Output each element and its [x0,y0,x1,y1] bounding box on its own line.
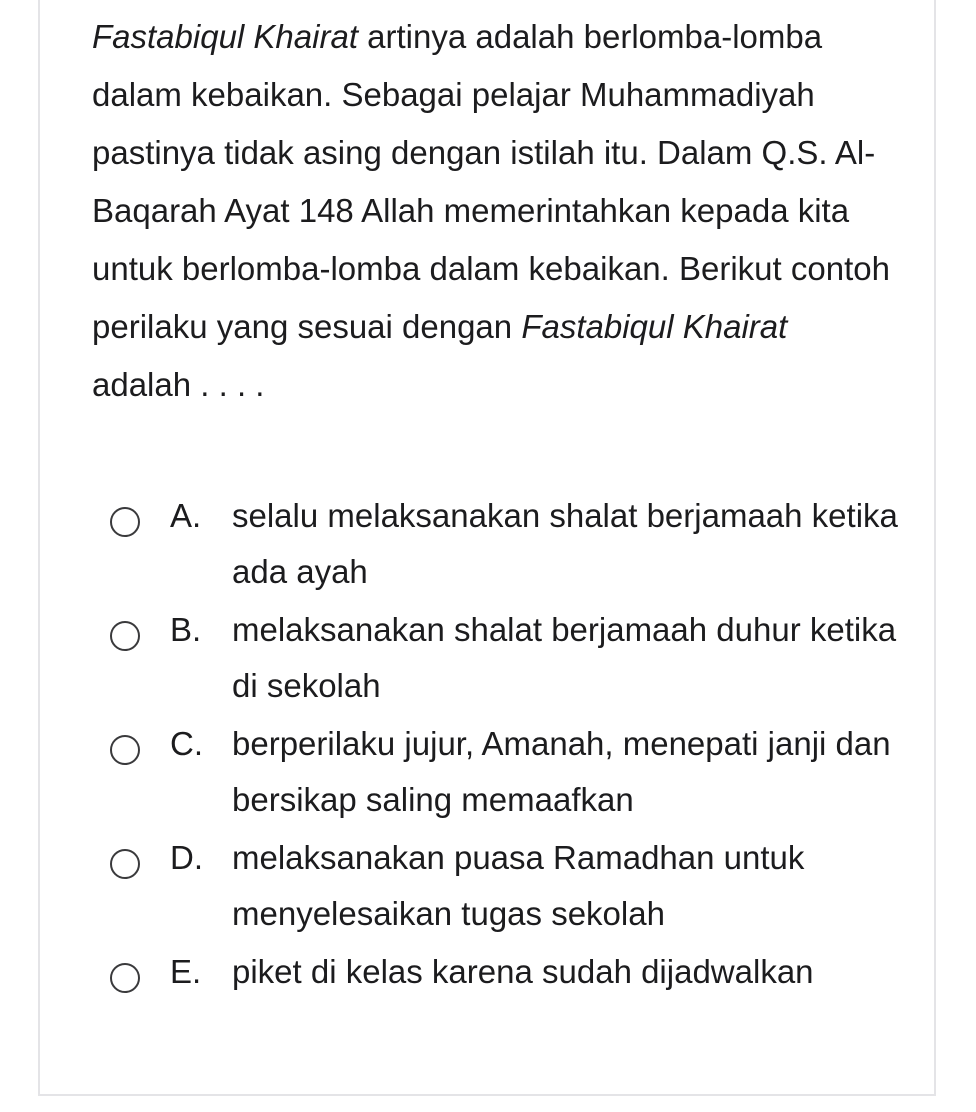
option-letter: D. [170,839,203,876]
option-b[interactable] [110,602,910,716]
radio-button-a[interactable] [110,507,140,537]
radio-button-d[interactable] [110,849,140,879]
question-part-1: artinya adalah berlomba-lomba dalam kebaikan. Sebagai pelajar Muhammadiyah pastinya tidak asing dengan istilah itu. Dalam Q.S. Al-Baqarah Ayat 148 Allah memerintahkan kepada kita untuk berlomba-lomba dalam kebaikan. Berikut contoh perilaku yang sesuai dengan [92,18,890,345]
option-letter: B. [170,611,202,648]
radio-button-c[interactable] [110,735,140,765]
option-c[interactable] [110,716,910,830]
option-e[interactable] [110,944,910,1058]
question-text [92,8,892,414]
option-text: melaksanakan puasa Ramadhan untuk menyelesaikan tugas sekolah [232,839,805,932]
question-part-2: adalah . . . . [92,366,265,403]
option-text: piket di kelas karena sudah dijadwalkan [232,953,814,990]
option-letter: A. [170,497,202,534]
option-text: melaksanakan shalat berjamaah duhur ketika di sekolah [232,611,897,704]
radio-button-e[interactable] [110,963,140,993]
option-a[interactable] [110,488,910,602]
option-letter: E. [170,953,202,990]
question-term-2: Fastabiqul Khairat [521,308,788,345]
option-d[interactable] [110,830,910,944]
option-letter: C. [170,725,203,762]
question-card [38,0,936,1096]
option-text: selalu melaksanakan shalat berjamaah ketika ada ayah [232,497,898,590]
answer-options [110,488,910,1058]
option-text: berperilaku jujur, Amanah, menepati janji dan bersikap saling memaafkan [232,725,891,818]
question-term-1: Fastabiqul Khairat [92,18,358,55]
radio-button-b[interactable] [110,621,140,651]
